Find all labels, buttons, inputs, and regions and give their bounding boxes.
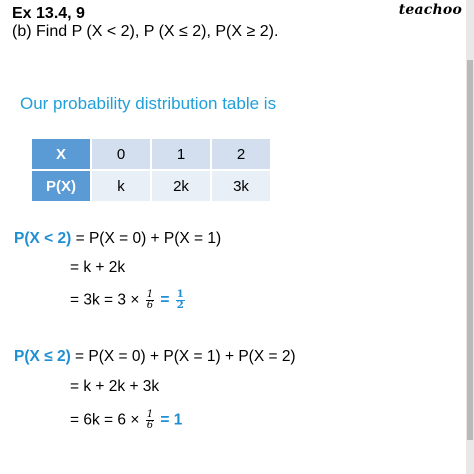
- part2-label: P(X ≤ 2): [14, 348, 71, 365]
- part2-fraction: [146, 410, 154, 431]
- part2-line3-text: = 6k = 6 ×: [70, 411, 144, 429]
- part2-equals: =: [156, 411, 174, 429]
- intro-text: Our probability distribution table is: [20, 94, 277, 113]
- part2-expression: = P(X = 0) + P(X = 1) + P(X = 2): [70, 348, 296, 365]
- table-header-x: X: [32, 139, 90, 169]
- answer-numerator: 1: [176, 289, 184, 300]
- fraction-numerator: 1: [146, 289, 154, 300]
- part2-line2: = k + 2k + 3k: [70, 378, 160, 395]
- fraction-denominator: 6: [146, 420, 154, 431]
- part1-fraction: [146, 290, 154, 311]
- table-cell: k: [92, 171, 150, 201]
- table-row-x: [32, 139, 270, 169]
- part2-answer: 1: [173, 411, 183, 429]
- fraction-denominator: 6: [146, 300, 154, 311]
- part1-label: P(X < 2): [14, 230, 72, 247]
- answer-denominator: 2: [176, 300, 184, 311]
- part1-line2: = k + 2k: [70, 259, 126, 276]
- part1-equals: =: [156, 291, 174, 309]
- question-text: (b) Find P (X < 2), P (X ≤ 2), P(X ≥ 2).: [12, 23, 279, 40]
- part1-line3: [70, 290, 187, 311]
- part1-expression: = P(X = 0) + P(X = 1): [71, 230, 222, 247]
- part2-line1: [14, 348, 296, 366]
- part2-line3: [70, 410, 182, 431]
- fraction-numerator: 1: [146, 409, 154, 420]
- table-row-px: [32, 171, 270, 201]
- table-cell: 2k: [152, 171, 210, 201]
- part1-answer-fraction: [176, 290, 185, 311]
- part1-line1: [14, 230, 221, 248]
- probability-distribution-table: [30, 137, 272, 203]
- table-cell: 3k: [212, 171, 270, 201]
- part1-line3-text: = 3k = 3 ×: [70, 291, 144, 309]
- scrollbar[interactable]: [466, 0, 474, 474]
- table-cell: 0: [92, 139, 150, 169]
- table-header-px: P(X): [32, 171, 90, 201]
- table-cell: 1: [152, 139, 210, 169]
- teachoo-logo: teachoo: [398, 2, 462, 18]
- exercise-title: Ex 13.4, 9: [12, 5, 85, 22]
- scrollbar-thumb[interactable]: [467, 60, 473, 440]
- table-cell: 2: [212, 139, 270, 169]
